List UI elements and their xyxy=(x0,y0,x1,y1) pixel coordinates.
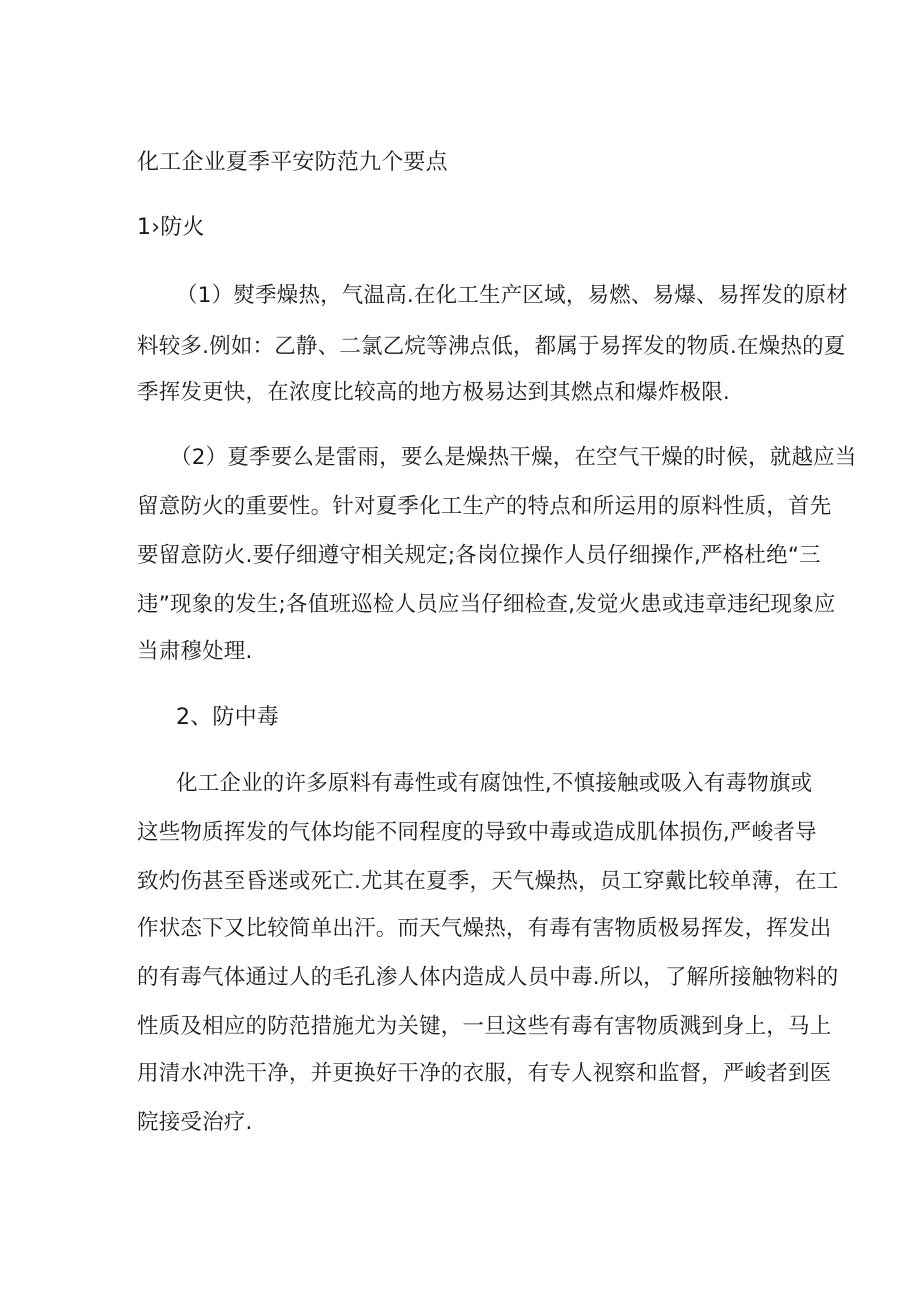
text-line: 致灼伤甚至昏迷或死亡.尤其在夏季，天气燥热，员工穿戴比较单薄，在工 xyxy=(137,869,839,894)
text-line: 留意防火的重要性。针对夏季化工生产的特点和所运用的原料性质，首先 xyxy=(137,494,832,519)
text-line: 要留意防火.要仔细遵守相关规定;各岗位操作人员仔细操作,严格杜绝“三 xyxy=(137,543,821,568)
text-line: （1）熨季燥热，气温高.在化工生产区域，易燃、易爆、易挥发的原材 xyxy=(176,283,848,308)
text-line: 作状态下又比较简单出汗。而天气燥热，有毒有害物质极易挥发，挥发出 xyxy=(137,916,832,941)
section-heading-fire: 1›防火 xyxy=(137,215,205,240)
document-title: 化工企业夏季平安防范九个要点 xyxy=(137,150,448,175)
text-line: 的有毒气体通过人的毛孔渗人体内造成人员中毒.所以，了解所接触物料的 xyxy=(137,965,839,990)
text-line: 料较多.例如：乙静、二氯乙烷等沸点低，都属于易挥发的物质.在燥热的夏 xyxy=(137,334,846,359)
section-heading-poison: 2、防中毒 xyxy=(176,705,279,730)
text-line: 院接受治疗. xyxy=(137,1110,253,1135)
text-line: 性质及相应的防范措施尤为关键，一旦这些有毒有害物质溅到身上，马上 xyxy=(137,1014,832,1039)
text-line: （2）夏季要么是雷雨，要么是燥热干燥，在空气干燥的时候，就越应当 xyxy=(170,445,857,470)
text-line: 用清水冲洗干净，并更换好干净的衣服，有专人视察和监督，严峻者到医 xyxy=(137,1061,832,1086)
text-line: 这些物质挥发的气体均能不同程度的导致中毒或造成肌体损伤,严峻者导 xyxy=(137,820,817,845)
text-line: 违”现象的发生;各值班巡检人员应当仔细检查,发觉火患或违章违纪现象应 xyxy=(137,592,836,617)
text-line: 季挥发更快，在浓度比较高的地方极易达到其燃点和爆炸极限. xyxy=(137,380,730,405)
text-line: 化工企业的许多原料有毒性或有腐蚀性,不慎接触或吸入有毒物旗或 xyxy=(176,771,813,796)
text-line: 当肃穆处理. xyxy=(137,639,253,664)
